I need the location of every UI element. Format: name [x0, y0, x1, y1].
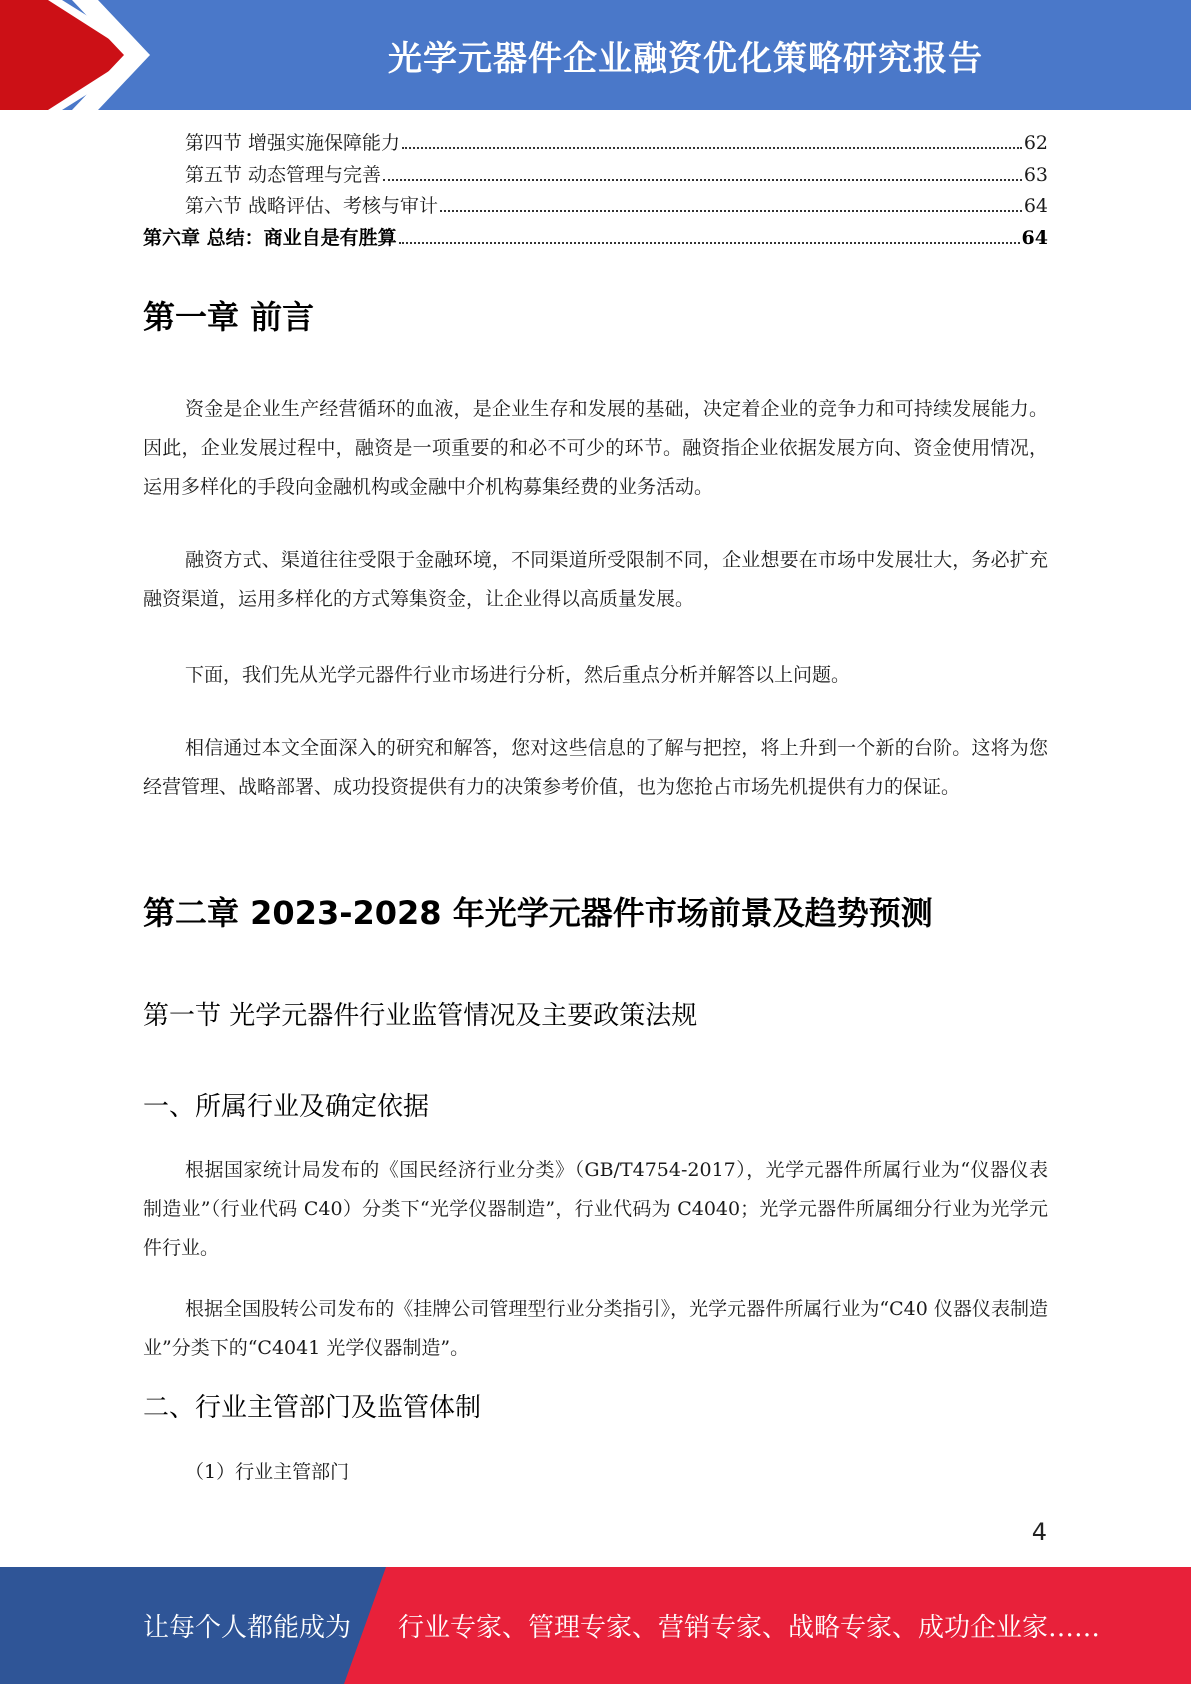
list-item: （1）行业主管部门	[185, 1461, 350, 1483]
toc-leader-dots	[440, 210, 1022, 212]
toc-entry-page: 64	[1023, 195, 1048, 217]
footer-slogan-right: 行业专家、管理专家、营销专家、战略专家、成功企业家……	[398, 1613, 1101, 1643]
paragraph: 相信通过本文全面深入的研究和解答，您对这些信息的了解与把控，将上升到一个新的台阶。这将为您经营管理、战略部署、成功投资提供有力的决策参考价值，也为您抢占市场先机提供有力的保证。	[143, 737, 1048, 798]
footer-banner	[0, 1567, 1191, 1684]
subsection2-heading: 二、行业主管部门及监管体制	[143, 1393, 482, 1423]
paragraph: 根据国家统计局发布的《国民经济行业分类》（GB/T4754-2017），光学元器件所属行业为“仪器仪表制造业”（行业代码 C40）分类下“光学仪器制造”，行业代码为 C4040；光学元器件所属细分行业为光学元件行业。	[143, 1159, 1048, 1259]
toc-leader-dots	[402, 147, 1022, 149]
chapter2-heading: 第二章 2023-2028 年光学元器件市场前景及趋势预测	[143, 894, 933, 932]
toc-entry-label: 第四节 增强实施保障能力	[185, 132, 401, 154]
footer-slogan-left: 让每个人都能成为	[143, 1613, 352, 1643]
section1-heading: 第一节 光学元器件行业监管情况及主要政策法规	[143, 1001, 698, 1031]
toc-entry[interactable]	[143, 191, 1048, 223]
paragraph: 下面，我们先从光学元器件行业市场进行分析，然后重点分析并解答以上问题。	[185, 664, 851, 686]
toc-entry-label: 第六节 战略评估、考核与审计	[185, 195, 439, 217]
toc-leader-dots	[399, 242, 1020, 244]
page-number: 4	[1031, 1518, 1047, 1546]
toc-entry-page: 63	[1023, 163, 1048, 186]
toc-entry-label: 第六章 总结：商业自是有胜算	[143, 226, 397, 249]
paragraph: 根据全国股转公司发布的《挂牌公司管理型行业分类指引》，光学元器件所属行业为“C40 仪器仪表制造业”分类下的“C4041 光学仪器制造”。	[143, 1298, 1048, 1359]
paragraph: 资金是企业生产经营循环的血液，是企业生存和发展的基础，决定着企业的竞争力和可持续发展能力。因此，企业发展过程中，融资是一项重要的和必不可少的环节。融资指企业依据发展方向、资金使用情况，运用多样化的手段向金融机构或金融中介机构募集经费的业务活动。	[143, 398, 1048, 498]
toc-entry[interactable]	[143, 128, 1048, 160]
toc-entry[interactable]	[143, 160, 1048, 192]
toc-entry-page: 64	[1021, 226, 1048, 249]
header-arrow-decoration	[0, 0, 200, 110]
chapter1-heading: 第一章 前言	[143, 298, 315, 336]
paragraph: 融资方式、渠道往往受限于金融环境，不同渠道所受限制不同，企业想要在市场中发展壮大，务必扩充融资渠道，运用多样化的方式筹集资金，让企业得以高质量发展。	[143, 549, 1048, 610]
toc-entry-label: 第五节 动态管理与完善	[185, 163, 382, 186]
subsection1-heading: 一、所属行业及确定依据	[143, 1092, 430, 1122]
toc-entry-page: 62	[1023, 132, 1048, 154]
toc-entry-chapter[interactable]	[143, 223, 1048, 255]
toc-leader-dots	[383, 179, 1022, 181]
report-title: 光学元器件企业融资优化策略研究报告	[388, 38, 983, 79]
table-of-contents	[143, 128, 1048, 254]
header-banner	[0, 0, 1191, 110]
